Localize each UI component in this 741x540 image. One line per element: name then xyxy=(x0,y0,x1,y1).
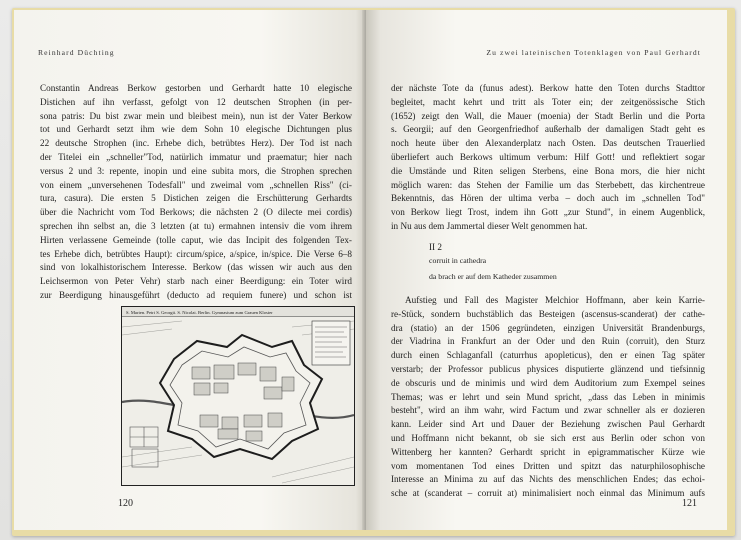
text-line: überliefert auch Berkows ultimum verbum: Hilf Gott! und reflektiert sogar xyxy=(391,151,705,162)
text-line: noch heute über den Alexanderplatz nach Osten. Das deutschen Trauerlied xyxy=(391,138,705,149)
text-line: sprechen ihn selbst an, die 3 letzten (at tu) ermahnen intensiv die vom ihrem xyxy=(40,220,352,231)
left-page xyxy=(14,10,366,530)
text-line: von Berkow liegt Trost, indem ihn Gott „zur Stund", in einem Augenblick, xyxy=(391,207,705,218)
text-line: dra (statio) an der 1506 gegründeten, einzigen Universität Brandenburgs, xyxy=(391,322,705,333)
left-body-text xyxy=(40,82,352,303)
text-line: (1652) zeigt den Wall, die Mauer (moenia) der Stadt Berlin und die Porta xyxy=(391,110,705,121)
running-head-left: Reinhard Düchting xyxy=(38,48,115,57)
text-line: sche at (scanderat – corruit at) minimalisiert noch einmal das Minimum aufs xyxy=(391,488,705,499)
text-line: durch einen Schlaganfall (caturrhus apopleticus), den er einen Tag später xyxy=(391,350,705,361)
text-line: tes Erhebe dich, betrübtes Haupt): circum/spice, a/spice, in/spice. Die Verse 6–8 xyxy=(40,248,352,259)
text-line: von einem „unversehenen Todesfall" und zweimal vom „schnellen Riss" (ci- xyxy=(40,179,352,190)
text-line: der nächste Tote da (funus adest). Berkow hatte den Toten durchs Stadttor xyxy=(391,83,705,93)
text-line: Leichsermon von Peter Vehr) starb nach einer Beerdigung: ein Toter wird xyxy=(40,276,352,287)
text-line: die Umstände und Riten seligen Sterbens, eine Bona mors, die hier nicht xyxy=(391,165,705,176)
text-line: möglich waren: das Stehen der Familie um das Sterbebett, das kirchentreue xyxy=(391,179,705,190)
fortification-wall xyxy=(160,335,322,459)
page-number-left: 120 xyxy=(118,498,133,509)
text-line: tura, casura). Die ersten 5 Distichen zeigen die Erschütterung Gerhardts xyxy=(40,193,352,204)
text-line: s. Georgii; auf den Georgenfriedhof außerhalb der damaligen Stadt geht es xyxy=(391,124,705,135)
text-line: verstarb; der Professor publicus physices disputierte glänzend und tiefsinnig xyxy=(391,363,705,374)
text-line: 22 deutsche Strophen (inc. Erhebe dich, betrübtes Herz). Der Tod ist nach xyxy=(40,138,352,149)
right-body-text-bottom xyxy=(391,294,705,501)
text-line: tot und Gerhardt setzt ihm wie dem Sohn 10 elegische Dichtungen plus xyxy=(40,124,352,135)
right-page xyxy=(366,10,727,530)
right-body-text-top xyxy=(391,82,705,234)
text-line: zur Beerdigung hinausgeführt (deducto ad requiem funere) und schon ist xyxy=(40,289,352,300)
text-line: in Nu aus dem Jammertal dieser Welt genommen hat. xyxy=(391,220,588,231)
map-caption: S. Marien. Petri S. Georgii. S. Nicolai. Berlin. Gymnasium zum Grauen Kloster xyxy=(126,310,273,315)
map-illustration xyxy=(122,307,354,485)
text-line: Hirten verlassene Gemeinde (tolle caput, wie das Incipit des folgenden Tex- xyxy=(40,234,352,245)
text-line: der Titelei ein „schneller"Tod, natürlich immatur und praematur; hier nach xyxy=(40,151,352,162)
gardens xyxy=(130,427,158,467)
section-heading-block xyxy=(429,240,557,284)
text-line: kann. Leider sind Art und Dauer der Beziehung zwischen Paul Gerhardt xyxy=(391,419,705,430)
text-line: sind von lokalhistorischem Interesse. Berkow (das wissen wir auch aus den xyxy=(40,262,352,273)
text-line: versus 2 und 3: repente, inopin und eine subita mors, die Strophen sprechen xyxy=(40,165,352,176)
running-head-right: Zu zwei lateinischen Totenklagen von Paul Gerhardt xyxy=(486,48,701,57)
section-number: II 2 xyxy=(429,242,443,252)
text-line: besteht", wird an ihm wahr, wird Factum und zwar schneller als er dozieren xyxy=(391,405,705,416)
text-line: Themas; was er lehrt und sein Mund spricht, „dass das Leben in minimis xyxy=(391,391,705,402)
text-line: de obscuris und de minimis und wird dem Auditorium zum Exempel seines xyxy=(391,377,705,388)
page-number-right: 121 xyxy=(682,498,697,509)
text-line: begleitet, macht kehrt und tritt als Toter ein; der zeitgenössische Stich xyxy=(391,96,705,107)
text-line: Bekenntnis, das Hören der ultima verba – doch auch im „schnellen Tod" xyxy=(391,193,705,204)
text-line: vom momentanen Tod eines Dritten und spitzt das naturphilosophische xyxy=(391,460,705,471)
text-line: re-Stück, sondern buchstäblich das Besteigen (ascensus-scanderat) der cathe- xyxy=(391,308,705,319)
map-legend xyxy=(312,321,350,365)
text-line: Wittenberg her kannten? Gerhardt spricht in epigrammatischer Kürze wie xyxy=(391,446,705,457)
text-line: und Hoffmann nicht bekannt, ob sie sich erst aus Berlin oder schon von xyxy=(391,432,705,443)
city-map-engraving xyxy=(121,306,355,486)
text-line: sona patris: Du bist zwar mein und bleibest mein), nun ist der Vater Berkow xyxy=(40,110,352,121)
text-line: Constantin Andreas Berkow gestorben und Gerhardt hatte 10 elegische xyxy=(40,83,352,93)
text-line: Aufstieg und Fall des Magister Melchior Hoffmann, aber kein Karrie- xyxy=(405,295,705,305)
latin-verse: corruit in cathedra xyxy=(429,256,487,265)
text-line: der Viadrina in Frankfurt an der Oder und den Ruin (corruit), den Sturz xyxy=(391,336,705,347)
text-line: Interesse an Minima zu auf das Nichts des menschlichen Endes; das echoi- xyxy=(391,474,705,485)
text-line: Distichen auf ihn verfasst, gefolgt von 12 deutschen Strophen (in per- xyxy=(40,96,352,107)
text-line: über die Nachricht vom Tod Berkows; die nächsten 2 (O dilecte mei cordis) xyxy=(40,207,352,218)
german-translation: da brach er auf dem Katheder zusammen xyxy=(429,272,557,281)
